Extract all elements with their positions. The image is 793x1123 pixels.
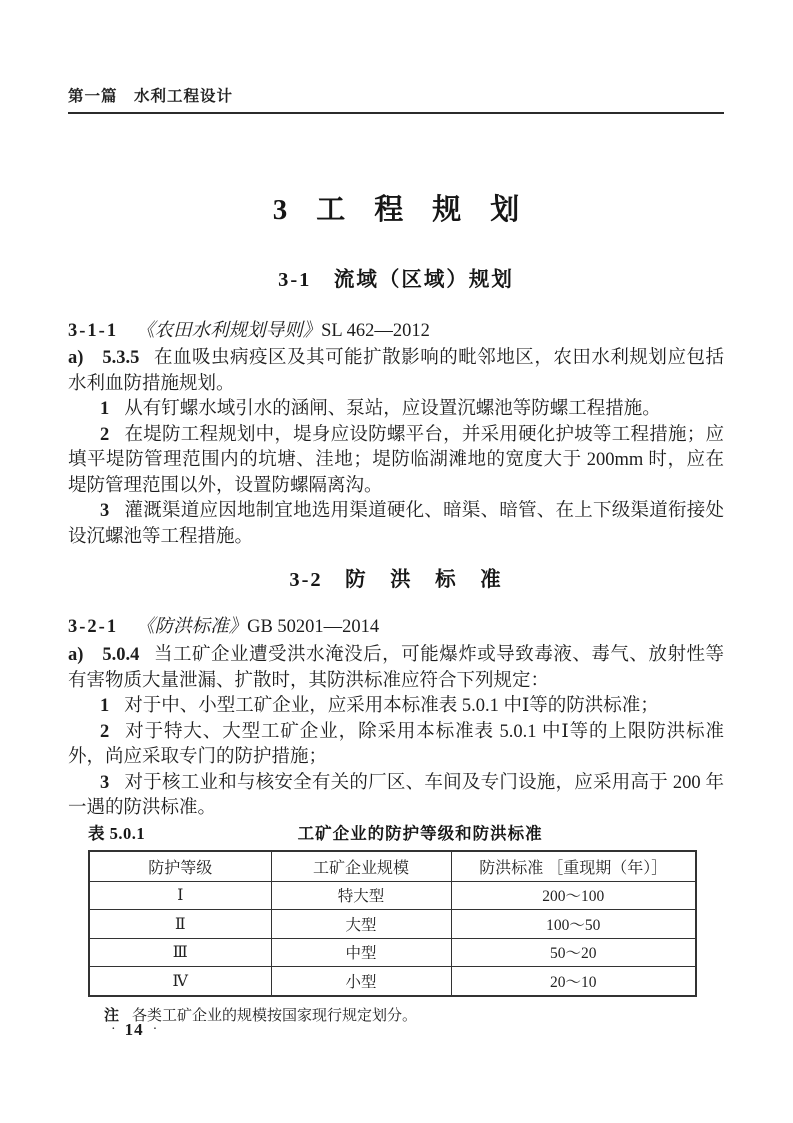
cell-standard: 100～50 (451, 910, 696, 939)
entry-number: 3-1-1 (68, 321, 119, 341)
page-number-right-dot: · (152, 1022, 158, 1037)
cell-standard: 20～10 (451, 967, 696, 996)
sub-item-number: 3 (100, 501, 110, 521)
sub-item (68, 694, 724, 720)
clause-text: 在血吸虫病疫区及其可能扩散影响的毗邻地区，农田水利规划应包括水利血防措施规划。 (68, 348, 724, 394)
sub-item-text: 对于特大、大型工矿企业，除采用本标准表 5.0.1 中Ⅰ等的上限防洪标准外，尚应采取专门的防护措施； (68, 721, 724, 767)
section-heading-3-1: 3-1 流域（区域）规划 (278, 269, 514, 291)
table-row (89, 967, 696, 996)
entry-3-1-1 (68, 318, 724, 344)
sub-item-number: 2 (100, 721, 110, 742)
table-row (89, 938, 696, 967)
note-text: 各类工矿企业的规模按国家现行规定划分。 (132, 1007, 418, 1024)
sub-item-number: 2 (100, 424, 110, 445)
cell-scale: 中型 (271, 938, 451, 967)
sub-item-text: 对于中、小型工矿企业，应采用本标准表 5.0.1 中Ⅰ等的防洪标准； (124, 696, 659, 716)
standard-title: 《防洪标准》 (136, 617, 248, 637)
sub-item (68, 720, 724, 771)
col-header-standard: 防洪标准 ［重现期（年）］ (451, 851, 696, 882)
clause-number: 5.3.5 (102, 348, 140, 368)
clause-number: 5.0.4 (102, 645, 140, 665)
cell-standard: 200～100 (451, 881, 696, 910)
running-head-title: 第一篇 水利工程设计 (68, 88, 234, 105)
table-row (89, 881, 696, 910)
sub-item (68, 423, 724, 500)
clause-paragraph (68, 346, 724, 397)
sub-item-number: 1 (100, 696, 110, 716)
table-block (88, 823, 695, 997)
section-heading-3-2: 3-2 防 洪 标 准 (289, 569, 503, 591)
note-label: 注 (104, 1007, 120, 1024)
cell-grade: Ⅲ (89, 938, 271, 967)
sub-item-number: 3 (100, 772, 110, 793)
sub-item (68, 771, 724, 822)
list-letter: a) (68, 348, 84, 368)
table-caption (88, 823, 695, 845)
entry-number: 3-2-1 (68, 617, 119, 637)
sub-item-text: 对于核工业和与核安全有关的厂区、车间及专门设施，应采用高于 200 年一遇的防洪标准。 (68, 772, 724, 818)
cell-scale: 小型 (271, 967, 451, 996)
entry-3-2-1 (68, 614, 724, 640)
cell-grade: Ⅰ (89, 881, 271, 910)
page-number-value: 14 (124, 1020, 144, 1039)
standard-title: 《农田水利规划导则》 (136, 321, 322, 341)
table-row (89, 910, 696, 939)
chapter-title: 3 工 程 规 划 (272, 194, 520, 226)
cell-grade: Ⅱ (89, 910, 271, 939)
table-note (68, 1006, 724, 1026)
table-title: 工矿企业的防护等级和防洪标准 (297, 823, 543, 843)
list-letter: a) (68, 645, 84, 665)
sub-item-text: 在堤防工程规划中，堤身应设防螺平台，并采用硬化护坡等工程措施；应填平堤防管理范围内的坑塘、洼地；堤防临湖滩地的宽度大于 200mm 时，应在堤防管理范围以外，设置防螺隔离沟。 (68, 424, 724, 496)
protection-grade-table (88, 850, 697, 997)
clause-text: 当工矿企业遭受洪水淹没后，可能爆炸或导致毒液、毒气、放射性等有害物质大量泄漏、扩散时，其防洪标准应符合下列规定： (68, 645, 724, 691)
cell-grade: Ⅳ (89, 967, 271, 996)
sub-item (68, 499, 724, 550)
page-number-left-dot: · (111, 1022, 116, 1037)
standard-code: GB 50201—2014 (247, 617, 380, 637)
table-header-row (89, 851, 696, 882)
table-label: 表 5.0.1 (88, 823, 146, 843)
sub-item-number: 1 (100, 399, 110, 419)
page-number (102, 1020, 166, 1040)
page-content (68, 107, 724, 1026)
col-header-grade: 防护等级 (89, 851, 271, 882)
cell-scale: 特大型 (271, 881, 451, 910)
cell-scale: 大型 (271, 910, 451, 939)
col-header-scale: 工矿企业规模 (271, 851, 451, 882)
clause-paragraph (68, 643, 724, 694)
standard-code: SL 462—2012 (321, 321, 430, 341)
sub-item (68, 397, 724, 423)
sub-item-text: 灌溉渠道应因地制宜地选用渠道硬化、暗渠、暗管、在上下级渠道衔接处设沉螺池等工程措施。 (68, 501, 724, 547)
cell-standard: 50～20 (451, 938, 696, 967)
sub-item-text: 从有钉螺水域引水的涵闸、泵站，应设置沉螺池等防螺工程措施。 (124, 399, 661, 419)
